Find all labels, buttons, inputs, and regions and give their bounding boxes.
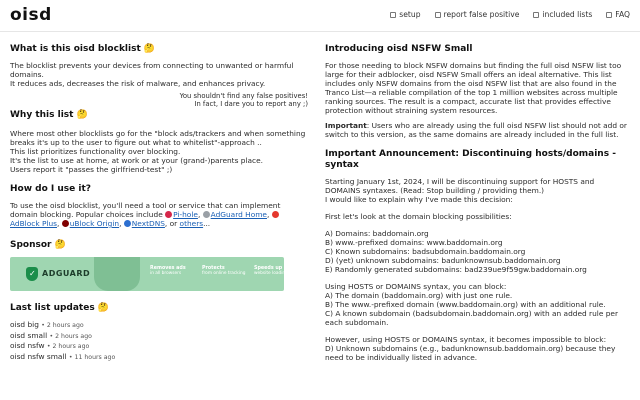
link-pihole[interactable]: Pi-hole (173, 210, 198, 219)
announcement-text-2: I would like to explain why I've made this decision: (325, 195, 513, 204)
adguard-home-icon (203, 211, 210, 218)
nav-faq-label: FAQ (615, 10, 630, 19)
update-row: oisd big • 2 hours ago (10, 320, 84, 329)
update-time: 2 hours ago (55, 332, 92, 340)
nav-included-lists-label: included lists (542, 10, 593, 19)
sponsor-feature-3 (254, 266, 302, 276)
sponsor-feature-3-title: Speeds up (254, 266, 283, 271)
update-list-name: oisd big (10, 320, 39, 329)
list-item: D) (yet) unknown subdomains: badunknownsub.baddomain.org (325, 256, 561, 265)
pihole-icon (165, 211, 172, 218)
nav-report-false-positive-link[interactable] (435, 10, 520, 19)
tip-line-1: You shouldn't find any false positives! (179, 92, 308, 100)
question-icon (606, 12, 612, 18)
announcement-text-4: Using HOSTS or DOMAINS syntax, you can block: (325, 282, 507, 291)
tip-line-2: In fact, I dare you to report any ;) (194, 100, 308, 108)
why-text-4: Users report it "passes the girlfriend-test" ;) (10, 165, 173, 174)
announcement-text-3: First let's look at the domain blocking possibilities: (325, 212, 512, 221)
updates-list (10, 320, 308, 362)
announcement-text-5: However, using HOSTS or DOMAINS syntax, it becomes impossible to block: (325, 335, 607, 344)
how-intro: To use the oisd blocklist, you'll need a tool or service that can implement domain blocking. Popular choices include (10, 201, 281, 219)
list-item: A) The domain (baddomain.org) with just one rule. (325, 291, 513, 300)
announcement-text-6: D) Unknown subdomains (e.g., badunknownsub.baddomain.org) because they need to be individually listed in advance. (325, 344, 616, 362)
adguard-sponsor-banner[interactable] (10, 257, 288, 291)
link-ublock-origin[interactable]: uBlock Origin (69, 219, 120, 228)
update-row: oisd nsfw • 2 hours ago (10, 341, 90, 350)
sponsor-feature-1-title: Removes ads (150, 266, 186, 271)
update-list-name: oisd nsfw (10, 341, 45, 350)
sponsor-feature-2 (202, 266, 250, 276)
nav-setup-link[interactable] (390, 10, 420, 19)
why-text-2: This list prioritizes functionality over blocking. (10, 147, 181, 156)
how-end: ... (203, 219, 211, 228)
why-text-3: It's the list to use at home, at work or at your (grand-)parents place. (10, 156, 264, 165)
site-logo[interactable]: oisd (10, 5, 52, 25)
flag-icon (435, 12, 441, 18)
update-row: oisd nsfw small • 11 hours ago (10, 351, 116, 361)
update-list-name: oisd small (10, 330, 48, 340)
updates-heading: Last list updates 🤔 (10, 303, 110, 313)
sponsor-feature-1-sub: in all browsers (150, 271, 182, 276)
why-heading: Why this list 🤔 (10, 110, 88, 120)
how-heading: How do I use it? (10, 184, 92, 194)
link-others[interactable]: others (179, 219, 204, 228)
list-item: B) The www.-prefixed domain (www.baddomain.org) with an additional rule. (325, 300, 606, 309)
check-icon: ✓ (29, 269, 36, 278)
update-row: oisd small • 2 hours ago (10, 330, 92, 340)
list-icon (533, 12, 539, 18)
right-column (325, 44, 631, 362)
possibilities-list (325, 229, 631, 274)
update-time: 11 hours ago (74, 353, 116, 361)
sponsor-feature-1 (150, 266, 198, 276)
sponsor-feature-2-sub: from online tracking (202, 271, 246, 276)
link-nextdns[interactable]: NextDNS (131, 219, 165, 228)
what-text-1: The blocklist prevents your devices from connecting to unwanted or harmful domains. (10, 61, 294, 79)
intro-heading: Introducing oisd NSFW Small (325, 44, 473, 54)
how-or: , or (164, 219, 178, 228)
nav-faq-link[interactable] (606, 10, 630, 19)
nextdns-icon (124, 220, 131, 227)
intro-text: For those needing to block NSFW domains but finding the full oisd NSFW list too large for their adblocker, oisd NSFW Small offers an ideal alternative. This list includes only NSFW domains from the oisd NSFW list that are also found in the Tranco List—a reliable compilation of the top 1 million websites across multiple ranking sources. The result is a compact, accurate list that provides effective protection without straining system resources. (325, 61, 622, 115)
sponsor-illustration (94, 257, 140, 291)
adblock-plus-icon (272, 211, 279, 218)
sponsor-brand: ADGUARD (42, 269, 91, 278)
announcement-text-1: Starting January 1st, 2024, I will be discontinuing support for HOSTS and DOMAINS syntaxes. (Read: Stop building / providing them.) (325, 177, 595, 195)
why-text-1: Where most other blocklists go for the "block ads/trackers and when something breaks it's up to the user to figure out what to whitelist"-approach .. (10, 129, 306, 147)
sponsor-feature-2-title: Protects (202, 266, 225, 271)
what-text-2: It reduces ads, decreases the risk of malware, and enhances privacy. (10, 79, 266, 88)
false-positive-tip (10, 92, 308, 108)
left-column (10, 44, 308, 362)
list-item: E) Randomly generated subdomains: bad239ue9f59gw.baddomain.org (325, 265, 587, 274)
link-adguard-home[interactable]: AdGuard Home (210, 210, 267, 219)
update-list-name: oisd nsfw small (10, 351, 67, 361)
gear-icon (390, 12, 396, 18)
announcement-heading: Important Announcement: Discontinuing hosts/domains -syntax (325, 149, 616, 170)
important-text: : Users who are already using the full oisd NSFW list should not add or switch to this version, as the same domains are already included in the full list. (325, 121, 627, 139)
important-label: Important (325, 121, 367, 130)
what-heading: What is this oisd blocklist 🤔 (10, 44, 156, 54)
sponsor-feature-3-sub: website loading (254, 271, 288, 276)
nav-report-label: report false positive (443, 10, 520, 19)
ublock-origin-icon (62, 220, 69, 227)
main-nav (390, 10, 630, 19)
important-note (325, 121, 631, 139)
nav-included-lists-link[interactable] (533, 10, 592, 19)
how-text: To use the oisd blocklist, you'll need a tool or service that can implement domain blocking. Popular choices include Pi-hole, AdGuard Home, AdBlock Plus, uBlock Origin, NextDNS, or others... (10, 201, 281, 228)
link-adblock-plus[interactable]: AdBlock Plus (10, 219, 57, 228)
update-time: 2 hours ago (52, 343, 90, 350)
update-time: 2 hours ago (46, 322, 84, 329)
sponsor-heading: Sponsor 🤔 (10, 240, 66, 250)
list-item: A) Domains: baddomain.org (325, 229, 429, 238)
top-navbar (0, 0, 640, 32)
can-block-list (325, 291, 631, 327)
nav-setup-label: setup (399, 10, 421, 19)
list-item: C) Known subdomains: badsubdomain.baddomain.org (325, 247, 526, 256)
list-item: C) A known subdomain (badsubdomain.baddomain.org) with an added rule per each subdomain. (325, 309, 618, 327)
list-item: B) www.-prefixed domains: www.baddomain.org (325, 238, 503, 247)
